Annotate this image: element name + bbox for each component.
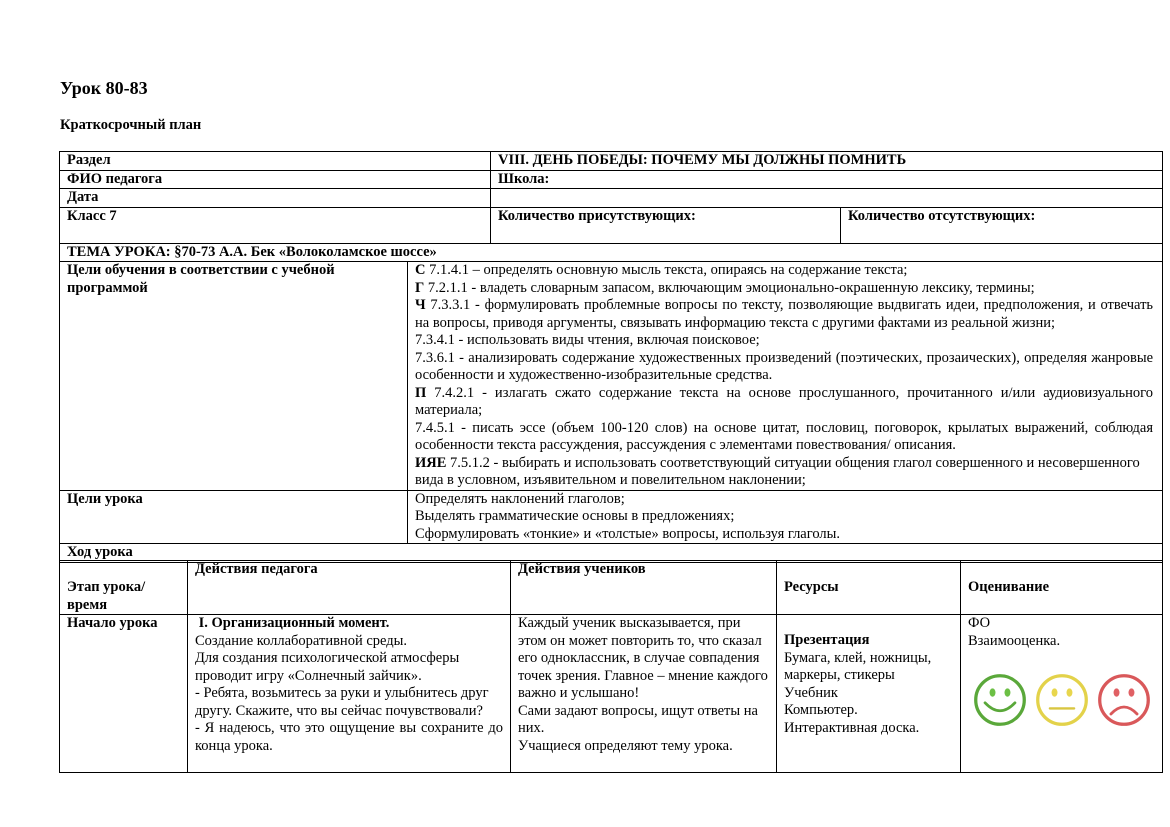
neutral-face-icon — [1034, 670, 1090, 730]
teacher-action-line: - Ребята, возьмитесь за руки и улыбнитесь друг другу. Скажите, что вы сейчас почувствовали? — [195, 685, 489, 719]
lesson-info-table — [59, 151, 1163, 563]
school-label: Школа: — [491, 170, 1163, 189]
date-value — [491, 189, 1163, 208]
sad-face-icon — [1096, 670, 1152, 730]
row-lesson-goals — [60, 490, 1163, 544]
objective-item: 7.3.4.1 - использовать виды чтения, включая поисковое; — [415, 332, 760, 348]
row-objectives — [60, 262, 1163, 491]
assessment-cell — [961, 615, 1163, 773]
objective-item: Ч 7.3.3.1 - формулировать проблемные вопросы по тексту, позволяющие выдвигать идеи, предположения, и отвечать на вопросы, приводя аргументы, связывать информацию текста с другими фактами из реальной жизни; — [415, 297, 1154, 331]
section-value: VIII. ДЕНЬ ПОБЕДЫ: ПОЧЕМУ МЫ ДОЛЖНЫ ПОМНИТЬ — [491, 152, 1163, 171]
resource-item: Компьютер. — [784, 702, 858, 718]
objectives-list — [408, 262, 1163, 491]
table-row — [60, 615, 1163, 773]
section-label: Раздел — [60, 152, 491, 171]
col-header-assessment: Оценивание — [961, 561, 1163, 615]
lesson-goal-item: Определять наклонений глаголов; — [415, 490, 625, 507]
resource-item: Учебник — [784, 684, 838, 701]
lesson-goal-item: Выделять грамматические основы в предложениях; — [415, 508, 735, 524]
row-class — [60, 207, 1163, 243]
progress-header-row — [60, 561, 1163, 615]
resource-item: Бумага, клей, ножницы, маркеры, стикеры — [784, 649, 932, 683]
progress-label: Ход урока — [60, 544, 1163, 563]
absent-count-label: Количество отсутствующих: — [841, 207, 1163, 243]
assessment-line: ФО — [968, 615, 991, 631]
present-count-label: Количество присутствующих: — [491, 207, 841, 243]
resources-cell — [777, 615, 961, 773]
teacher-label: ФИО педагога — [60, 170, 491, 189]
assessment-line: Взаимооценка. — [968, 632, 1061, 649]
student-action-line: Учащиеся определяют тему урока. — [518, 737, 733, 754]
col-header-teacher: Действия педагога — [188, 561, 511, 615]
row-teacher — [60, 170, 1163, 189]
teacher-actions-heading: I. Организационный момент. — [195, 615, 390, 631]
row-date — [60, 189, 1163, 208]
lesson-goals-list — [408, 490, 1163, 544]
row-section — [60, 152, 1163, 171]
objective-item: П 7.4.2.1 - излагать сжато содержание текста на основе прослушанного, прочитанного и/или аудиовизуального материала; — [415, 384, 1154, 418]
student-action-line: Каждый ученик высказывается, при этом он может повторить то, что сказал его одноклассник, в случае совпадения точек зрения. Главное – мнение каждого важно и услышано! — [518, 615, 768, 701]
objective-item: С 7.1.4.1 – определять основную мысль текста, опираясь на содержание текста; — [415, 262, 908, 278]
objective-item: Г 7.2.1.1 - владеть словарным запасом, включающим эмоционально-окрашенную лексику, термины; — [415, 279, 1035, 296]
objective-item: 7.4.5.1 - писать эссе (объем 100-120 слов) на основе цитат, пословиц, поговорок, крылатых выражений, соблюдая особенности текста рассуждения, рассуждения с элементами повествования/ описания. — [415, 419, 1154, 453]
col-header-stage: Этап урока/время — [60, 561, 188, 615]
objective-item: 7.3.6.1 - анализировать содержание художественных произведений (поэтических, прозаических), определяя жанровые особенности и художественно-изобразительные средства. — [415, 349, 1154, 383]
col-header-students: Действия учеников — [511, 561, 777, 615]
plan-subtitle: Краткосрочный план — [60, 117, 202, 133]
resources-heading: Презентация — [784, 632, 870, 648]
student-action-line: Сами задают вопросы, ищут ответы на них. — [518, 702, 758, 736]
lesson-goals-label: Цели урока — [60, 490, 408, 544]
resource-item: Интерактивная доска. — [784, 719, 920, 736]
teacher-action-line: Для создания психологической атмосферы проводит игру «Солнечный зайчик». — [195, 650, 460, 684]
objective-item: ИЯЕ 7.5.1.2 - выбирать и использовать соответствующий ситуации общения глагол совершенного и несовершенного вида в условном, изъявительном и повелительном наклонении; — [415, 454, 1140, 488]
class-label: Класс 7 — [60, 207, 491, 243]
date-label: Дата — [60, 189, 491, 208]
stage-cell: Начало урока — [60, 615, 188, 773]
col-header-resources: Ресурсы — [777, 561, 961, 615]
assessment-smileys — [972, 670, 1155, 730]
student-actions-cell — [511, 615, 777, 773]
row-topic — [60, 243, 1163, 262]
teacher-actions-cell — [188, 615, 511, 773]
objectives-label: Цели обучения в соответствии с учебной программой — [60, 262, 408, 491]
happy-face-icon — [972, 670, 1028, 730]
teacher-action-line: - Я надеюсь, что это ощущение вы сохраните до конца урока. — [195, 720, 503, 754]
lesson-title: Урок 80-83 — [60, 78, 148, 98]
teacher-action-line: Создание коллаборативной среды. — [195, 632, 408, 649]
lesson-progress-table — [59, 560, 1163, 773]
lesson-goal-item: Сформулировать «тонкие» и «толстые» вопросы, используя глаголы. — [415, 525, 840, 542]
lesson-topic: ТЕМА УРОКА: §70-73 А.А. Бек «Волоколамское шоссе» — [60, 243, 1163, 262]
